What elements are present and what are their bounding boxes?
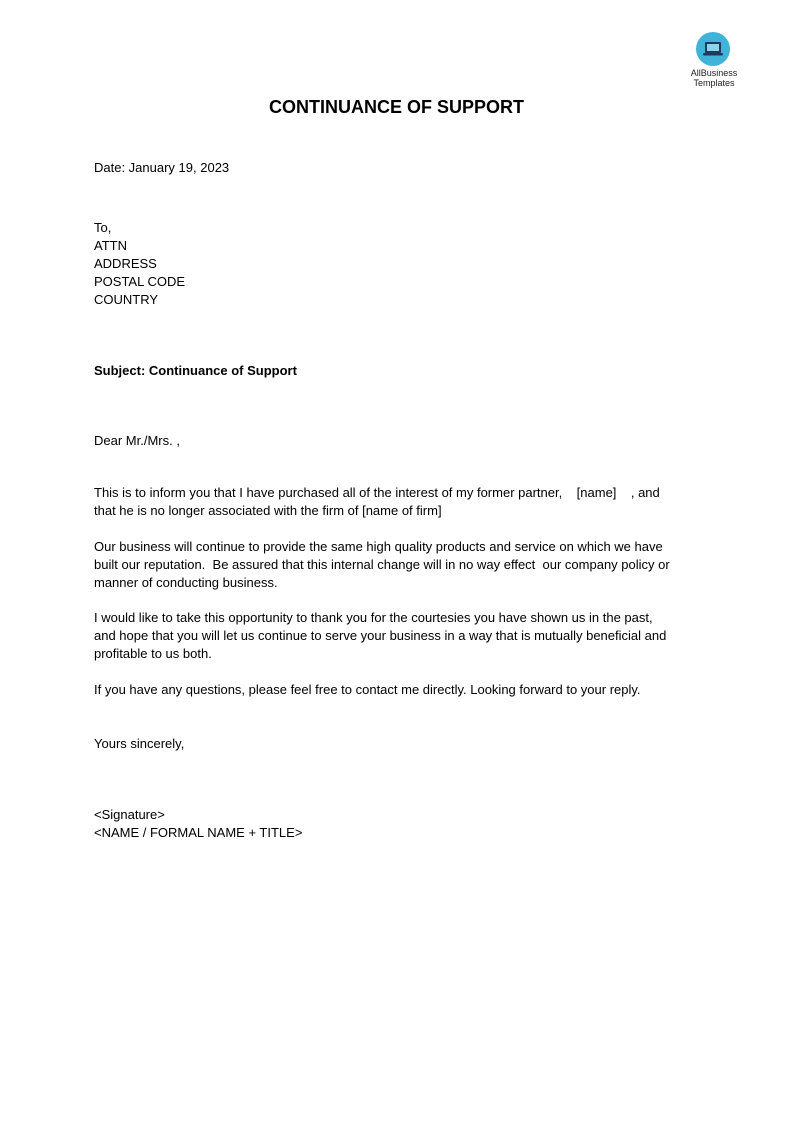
paragraph-2-line-1: Our business will continue to provide the same high quality products and service on which we have (94, 539, 663, 554)
letter-date: Date: January 19, 2023 (94, 160, 230, 175)
letter-subject: Subject: Continuance of Support (94, 363, 297, 378)
signature-placeholder: <Signature> (94, 807, 165, 822)
logo-text-line2: Templates (693, 78, 735, 88)
paragraph-2-line-3: manner of conducting business. (94, 575, 278, 590)
paragraph-3-line-3: profitable to us both. (94, 646, 212, 661)
letter-closing: Yours sincerely, (94, 736, 185, 751)
paragraph-1-line-2: that he is no longer associated with the firm of [name of firm] (94, 503, 442, 518)
address-line: ADDRESS (94, 256, 157, 271)
name-title-placeholder: <NAME / FORMAL NAME + TITLE> (94, 825, 303, 840)
address-postal-code: POSTAL CODE (94, 274, 186, 289)
logo-text (684, 68, 744, 88)
address-country: COUNTRY (94, 292, 159, 307)
document-title: CONTINUANCE OF SUPPORT (268, 97, 524, 117)
paragraph-1 (94, 484, 704, 520)
paragraph-2 (94, 538, 704, 592)
address-attn: ATTN (94, 238, 127, 253)
paragraph-4-line-1: If you have any questions, please feel free to contact me directly. Looking forward to your reply. (94, 682, 641, 697)
laptop-icon (696, 32, 730, 66)
paragraph-3 (94, 609, 704, 663)
paragraph-3-line-1: I would like to take this opportunity to thank you for the courtesies you have shown us in the past, (94, 610, 653, 625)
address-to: To, (94, 220, 112, 235)
paragraph-4 (94, 681, 704, 699)
letter-salutation: Dear Mr./Mrs. , (94, 433, 180, 448)
paragraph-1-line-1: This is to inform you that I have purchased all of the interest of my former partner, [name] , and (94, 485, 660, 500)
logo-text-line1: AllBusiness (690, 68, 738, 78)
paragraph-3-line-2: and hope that you will let us continue to serve your business in a way that is mutually beneficial and (94, 628, 667, 643)
brand-logo (684, 32, 744, 92)
paragraph-2-line-2: built our reputation. Be assured that this internal change will in no way effect our company policy or (94, 557, 670, 572)
